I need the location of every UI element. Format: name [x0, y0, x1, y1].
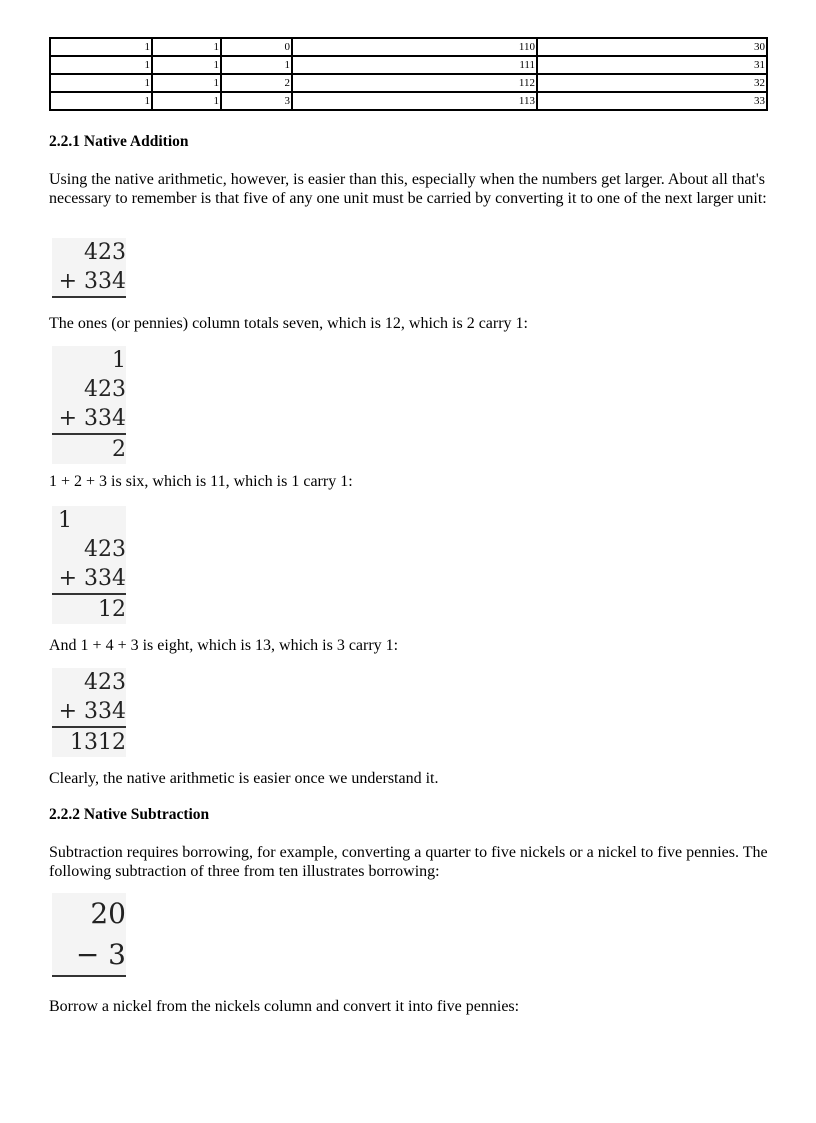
table-cell: 2 — [221, 74, 292, 92]
carry: 1 — [112, 348, 126, 373]
document-page — [49, 37, 768, 111]
subtraction-example-1 — [52, 893, 126, 977]
table-row — [50, 92, 767, 110]
subtraction-step-1: Borrow a nickel from the nickels column and convert it into five pennies: — [49, 998, 520, 1015]
operand: 423 — [84, 377, 126, 402]
addition-example-4 — [52, 668, 126, 757]
table-cell: 110 — [292, 38, 537, 56]
operand: 423 — [84, 240, 126, 265]
table-cell: 1 — [50, 74, 152, 92]
table-cell: 0 — [221, 38, 292, 56]
table-cell: 3 — [221, 92, 292, 110]
operand-with-sign: + 334 — [52, 267, 126, 298]
operand: 423 — [84, 537, 126, 562]
section-heading-subtraction: 2.2.2 Native Subtraction — [49, 806, 210, 823]
table-cell: 1 — [152, 56, 221, 74]
table-row — [50, 38, 767, 56]
operand-with-sign: − 3 — [52, 934, 126, 977]
operand-with-sign: + 334 — [52, 404, 126, 435]
table-row — [50, 74, 767, 92]
addition-step-3: And 1 + 4 + 3 is eight, which is 13, which is 3 carry 1: — [49, 637, 399, 654]
addition-step-1: The ones (or pennies) column totals seven, which is 12, which is 2 carry 1: — [49, 315, 528, 332]
table-cell: 1 — [152, 92, 221, 110]
table-cell: 1 — [221, 56, 292, 74]
result: 12 — [98, 597, 126, 622]
addition-conclusion: Clearly, the native arithmetic is easier once we understand it. — [49, 770, 439, 787]
operand-with-sign: + 334 — [52, 697, 126, 728]
table-cell: 31 — [537, 56, 767, 74]
result: 2 — [112, 437, 126, 462]
table-cell: 1 — [152, 38, 221, 56]
addition-example-2 — [52, 346, 126, 464]
section-heading-addition: 2.2.1 Native Addition — [49, 133, 189, 150]
table-cell: 1 — [50, 38, 152, 56]
addition-example-3 — [52, 506, 126, 624]
operand-with-sign: + 334 — [52, 564, 126, 595]
table-cell: 32 — [537, 74, 767, 92]
addition-step-2: 1 + 2 + 3 is six, which is 11, which is 1 carry 1: — [49, 473, 353, 490]
table-cell: 1 — [152, 74, 221, 92]
table-cell: 111 — [292, 56, 537, 74]
operand: 423 — [84, 670, 126, 695]
addition-example-1 — [52, 238, 126, 298]
operand: 20 — [90, 897, 126, 930]
result: 1312 — [70, 730, 126, 755]
data-table — [49, 37, 768, 111]
table-cell: 33 — [537, 92, 767, 110]
carry: 1 — [58, 508, 72, 533]
table-cell: 112 — [292, 74, 537, 92]
table-row — [50, 56, 767, 74]
table-cell: 1 — [50, 92, 152, 110]
table-cell: 30 — [537, 38, 767, 56]
table-cell: 113 — [292, 92, 537, 110]
table-cell: 1 — [50, 56, 152, 74]
subtraction-intro: Subtraction requires borrowing, for example, converting a quarter to five nickels or a nickel to five pennies. The following subtraction of three from ten illustrates borrowing: — [49, 844, 768, 880]
addition-intro: Using the native arithmetic, however, is easier than this, especially when the numbers get larger. About all that's necessary to remember is that five of any one unit must be carried by converting it to one of the next larger unit: — [49, 171, 767, 207]
